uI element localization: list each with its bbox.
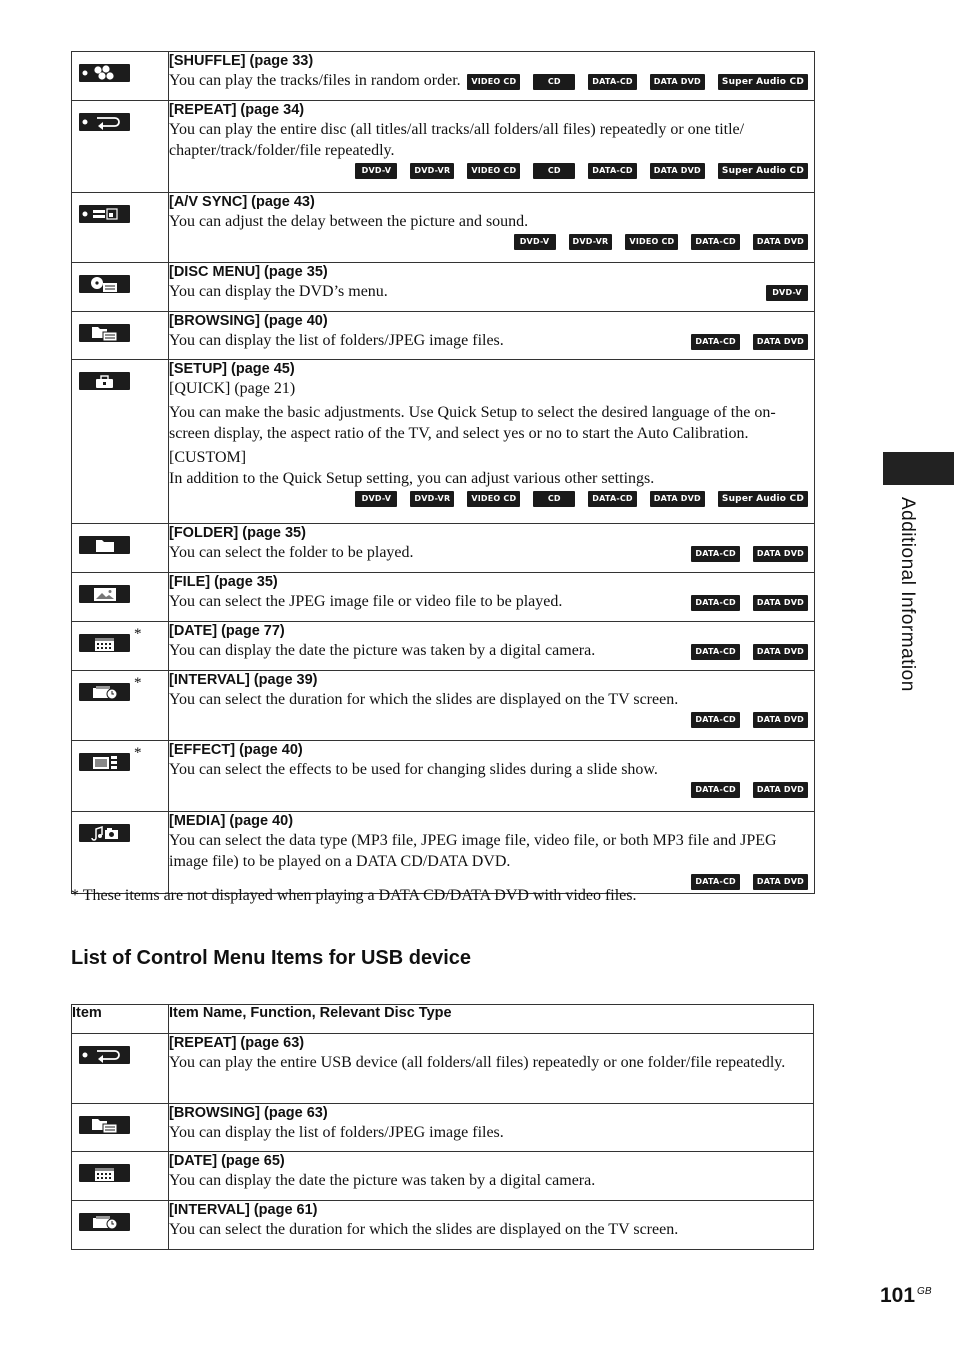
- icon-cell: [72, 101, 169, 193]
- table-row: [72, 360, 815, 524]
- setup-toolbox-icon: [79, 372, 130, 390]
- icon-cell: [72, 671, 169, 741]
- disc-badge-data-cd: DATA-CD: [691, 712, 739, 728]
- icon-cell: [72, 1201, 169, 1250]
- item-description: You can display the list of folders/JPEG image files.: [169, 1124, 504, 1141]
- icon-cell: [72, 193, 169, 263]
- item-title: [INTERVAL] (page 61): [169, 1202, 318, 1218]
- effect-icon: [79, 753, 130, 771]
- table-row: [72, 524, 815, 573]
- disc-badge-data-dvd: DATA DVD: [753, 874, 808, 890]
- table-row: [72, 1152, 814, 1201]
- item-description: You can make the basic adjustments. Use Quick Setup to select the desired language of the on-screen display, the aspect ratio of the TV, and select yes or no to start the Auto Calibration.: [169, 404, 776, 442]
- browsing-icon: [79, 1116, 130, 1134]
- table-row: [72, 1034, 814, 1104]
- item-description: You can display the DVD’s menu.: [169, 283, 388, 300]
- disc-badge-dvd-vr: DVD-VR: [410, 163, 454, 179]
- item-title: [REPEAT] (page 34): [169, 102, 305, 118]
- footnote: * These items are not displayed when playing a DATA CD/DATA DVD with video files.: [71, 887, 637, 904]
- table-row: [72, 671, 815, 741]
- icon-cell: [72, 1104, 169, 1152]
- disc-badge-data-dvd: DATA DVD: [753, 712, 808, 728]
- description-cell: [169, 741, 815, 812]
- disc-control-menu-table: [71, 51, 815, 894]
- interval-clock-icon: [79, 683, 130, 701]
- page-number-value: 101: [880, 1284, 916, 1307]
- item-title: [MEDIA] (page 40): [169, 813, 294, 829]
- item-title: [EFFECT] (page 40): [169, 742, 303, 758]
- disc-badge-data-cd: DATA-CD: [588, 491, 636, 507]
- calendar-icon: [79, 634, 130, 652]
- item-description: [CUSTOM]: [169, 449, 247, 466]
- item-title: [DATE] (page 65): [169, 1153, 285, 1169]
- item-description: You can select the duration for which the slides are displayed on the TV screen.: [169, 1221, 679, 1238]
- description-cell: [169, 1201, 814, 1250]
- icon-cell: [72, 622, 169, 671]
- disc-badge-data-cd: DATA-CD: [691, 874, 739, 890]
- column-header-item: Item: [72, 1005, 169, 1034]
- disc-badge-data-cd: DATA-CD: [691, 595, 739, 611]
- disc-badge-data-cd: DATA-CD: [588, 163, 636, 179]
- item-title: [BROWSING] (page 40): [169, 313, 328, 329]
- item-description: You can display the date the picture was taken by a digital camera.: [169, 642, 596, 659]
- item-title: [A/V SYNC] (page 43): [169, 194, 315, 210]
- folder-icon: [79, 536, 130, 554]
- item-title: [INTERVAL] (page 39): [169, 672, 318, 688]
- disc-badge-data-dvd: DATA DVD: [650, 74, 705, 90]
- disc-badge-dvd-v: DVD-V: [514, 234, 556, 250]
- side-tab-label: Additional Information: [897, 497, 918, 692]
- description-cell: [169, 1152, 814, 1201]
- item-description: You can adjust the delay between the picture and sound.: [169, 213, 529, 230]
- disc-badge-data-dvd: DATA DVD: [753, 595, 808, 611]
- disc-badge-data-dvd: DATA DVD: [753, 782, 808, 798]
- disc-badge-cd: CD: [533, 74, 575, 90]
- item-description: You can display the date the picture was taken by a digital camera.: [169, 1172, 596, 1189]
- disc-badge-video-cd: VIDEO CD: [467, 491, 520, 507]
- item-title: [DISC MENU] (page 35): [169, 264, 328, 280]
- item-title: [BROWSING] (page 63): [169, 1105, 328, 1121]
- table-row: [72, 812, 815, 894]
- page-number: [880, 1284, 932, 1308]
- page-number-suffix: GB: [917, 1286, 932, 1297]
- disc-type-badges: [169, 712, 814, 731]
- item-title: [SHUFFLE] (page 33): [169, 53, 314, 69]
- icon-cell: [72, 812, 169, 894]
- repeat-icon: [79, 1046, 130, 1064]
- disc-badge-data-cd: DATA-CD: [691, 234, 739, 250]
- disc-badge-data-cd: DATA-CD: [691, 334, 739, 350]
- icon-cell: [72, 1152, 169, 1201]
- disc-badge-cd: CD: [533, 163, 575, 179]
- icon-cell: [72, 263, 169, 312]
- icon-cell: [72, 573, 169, 622]
- item-title: [FOLDER] (page 35): [169, 525, 306, 541]
- item-title: [DATE] (page 77): [169, 623, 285, 639]
- repeat-icon: [79, 113, 130, 131]
- disc-type-badges: [169, 782, 814, 801]
- section-tab-marker: [883, 452, 954, 485]
- disc-badge-dvd-v: DVD-V: [355, 491, 397, 507]
- table-row: [72, 1104, 814, 1152]
- browsing-icon: [79, 324, 130, 342]
- table-row: [72, 573, 815, 622]
- icon-cell: [72, 1034, 169, 1104]
- table-row: [72, 101, 815, 193]
- description-cell: [169, 1104, 814, 1152]
- item-description: You can play the entire USB device (all folders/all files) repeatedly or one folder/file repeatedly.: [169, 1054, 786, 1071]
- description-cell: [169, 193, 815, 263]
- table-row: [72, 263, 815, 312]
- description-cell: [169, 101, 815, 193]
- description-cell: [169, 812, 815, 894]
- item-description: You can select the effects to be used for changing slides during a slide show.: [169, 761, 658, 778]
- footnote-marker: *: [134, 745, 142, 761]
- table-row: [72, 193, 815, 263]
- disc-badge-data-dvd: DATA DVD: [753, 644, 808, 660]
- disc-menu-icon: [79, 275, 130, 293]
- icon-cell: [72, 312, 169, 360]
- disc-badge-dvd-vr: DVD-VR: [569, 234, 613, 250]
- description-cell: [169, 622, 815, 671]
- item-description: You can select the duration for which the slides are displayed on the TV screen.: [169, 691, 679, 708]
- disc-type-badges: [169, 163, 814, 182]
- disc-badge-video-cd: VIDEO CD: [625, 234, 678, 250]
- disc-badge-super-audio-cd: Super Audio CD: [718, 74, 808, 90]
- disc-badge-video-cd: VIDEO CD: [467, 74, 520, 90]
- disc-badge-data-cd: DATA-CD: [691, 546, 739, 562]
- column-header-description: Item Name, Function, Relevant Disc Type: [169, 1005, 814, 1034]
- description-cell: [169, 1034, 814, 1104]
- table-row: [72, 1201, 814, 1250]
- shuffle-icon: [79, 64, 130, 82]
- icon-cell: [72, 360, 169, 524]
- usb-table-header: [72, 1005, 814, 1034]
- disc-badge-cd: CD: [533, 491, 575, 507]
- disc-badge-data-dvd: DATA DVD: [753, 546, 808, 562]
- icon-cell: [72, 52, 169, 101]
- disc-badge-dvd-v: DVD-V: [355, 163, 397, 179]
- disc-badge-data-cd: DATA-CD: [588, 74, 636, 90]
- description-cell: [169, 671, 815, 741]
- media-icon: [79, 824, 130, 842]
- usb-control-menu-table: [71, 1004, 814, 1250]
- item-description: You can play the entire disc (all titles/all tracks/all folders/all files) repeatedly or one title/ chapter/track/folder/file repeatedly.: [169, 121, 745, 159]
- disc-badge-data-dvd: DATA DVD: [753, 334, 808, 350]
- table-row: [72, 622, 815, 671]
- description-cell: [169, 312, 815, 360]
- disc-badge-super-audio-cd: Super Audio CD: [718, 163, 808, 179]
- description-cell: [169, 263, 815, 312]
- item-title: [FILE] (page 35): [169, 574, 278, 590]
- item-description: You can select the data type (MP3 file, JPEG image file, video file, or both MP3 file and JPEG image file) to be played on a DATA CD/DATA DVD.: [169, 832, 777, 870]
- disc-badge-data-dvd: DATA DVD: [753, 234, 808, 250]
- description-cell: [169, 52, 815, 101]
- table-row: [72, 741, 815, 812]
- description-cell: [169, 360, 815, 524]
- item-title: [REPEAT] (page 63): [169, 1035, 305, 1051]
- interval-clock-icon: [79, 1213, 130, 1231]
- disc-badge-video-cd: VIDEO CD: [467, 163, 520, 179]
- disc-type-badges: [169, 234, 814, 253]
- item-description: You can select the JPEG image file or video file to be played.: [169, 593, 563, 610]
- item-description: You can play the tracks/files in random order.: [169, 72, 461, 89]
- table-row: [72, 312, 815, 360]
- disc-badge-dvd-vr: DVD-VR: [410, 491, 454, 507]
- image-file-icon: [79, 585, 130, 603]
- disc-badge-data-cd: DATA-CD: [691, 782, 739, 798]
- description-cell: [169, 524, 815, 573]
- disc-type-badges: [169, 491, 814, 510]
- usb-section-heading: List of Control Menu Items for USB device: [71, 947, 472, 969]
- disc-badge-dvd-v: DVD-V: [766, 285, 808, 301]
- description-cell: [169, 573, 815, 622]
- icon-cell: [72, 741, 169, 812]
- icon-cell: [72, 524, 169, 573]
- footnote-marker: *: [134, 675, 142, 691]
- disc-badge-super-audio-cd: Super Audio CD: [718, 491, 808, 507]
- item-description: [QUICK] (page 21): [169, 380, 296, 397]
- calendar-icon: [79, 1164, 130, 1182]
- disc-badge-data-cd: DATA-CD: [691, 644, 739, 660]
- footnote-marker: *: [134, 626, 142, 642]
- item-description: You can display the list of folders/JPEG image files.: [169, 332, 504, 349]
- item-title: [SETUP] (page 45): [169, 361, 295, 377]
- disc-badge-data-dvd: DATA DVD: [650, 491, 705, 507]
- av-sync-icon: [79, 205, 130, 223]
- item-description: You can select the folder to be played.: [169, 544, 414, 561]
- table-row: [72, 52, 815, 101]
- item-description: In addition to the Quick Setup setting, you can adjust various other settings.: [169, 470, 655, 487]
- disc-badge-data-dvd: DATA DVD: [650, 163, 705, 179]
